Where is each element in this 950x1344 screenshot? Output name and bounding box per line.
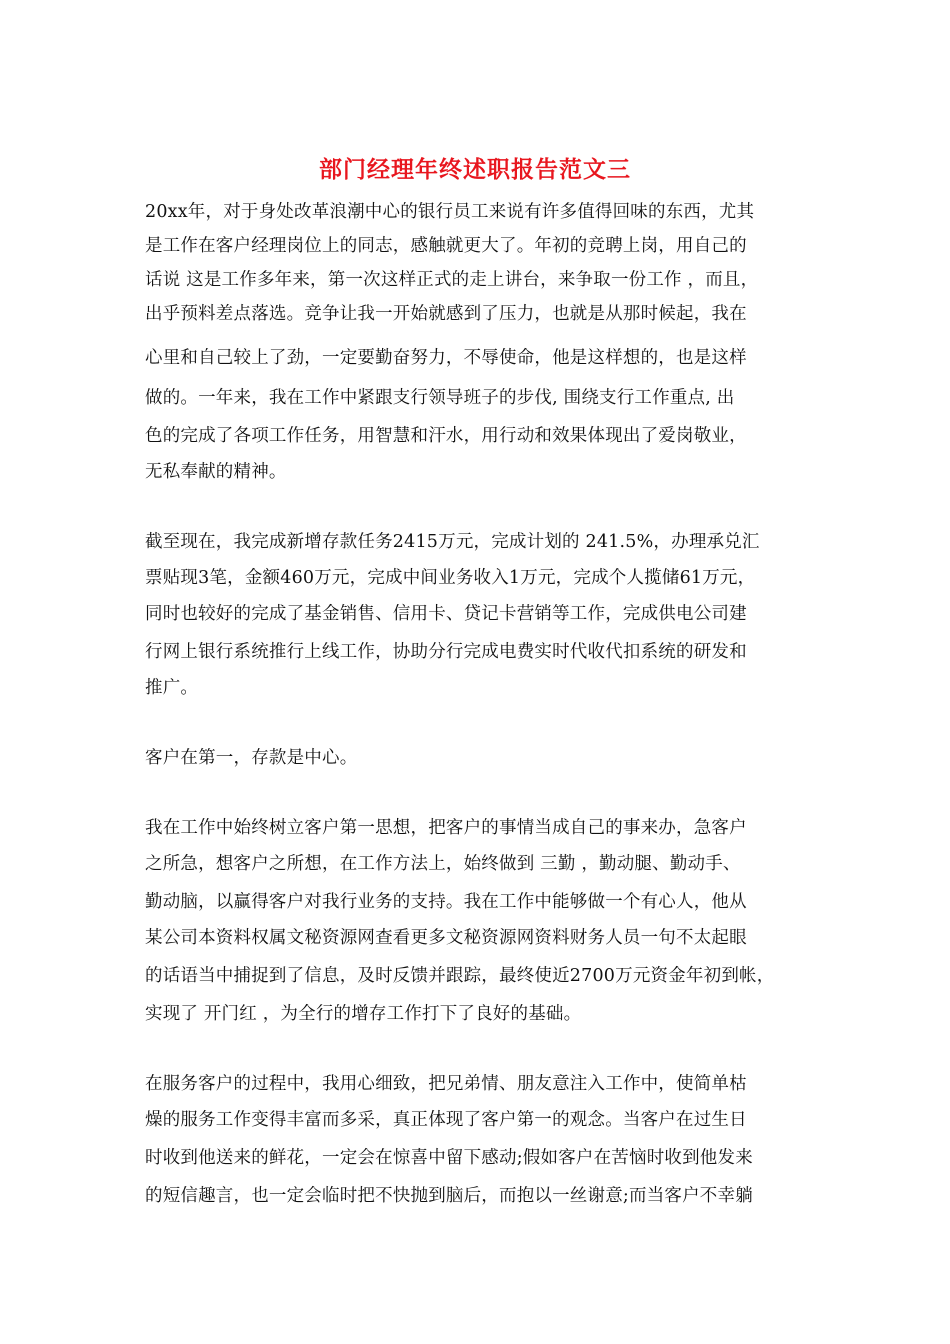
paragraph-1-line-6: 做的。一年来，我在工作中紧跟支行领导班子的步伐, 围绕支行工作重点, 出 (145, 388, 735, 408)
paragraph-5-line-1: 在服务客户的过程中，我用心细致，把兄弟情、朋友意注入工作中，使简单枯 (145, 1074, 747, 1094)
paragraph-5-line-3: 时收到他送来的鲜花，一定会在惊喜中留下感动;假如客户在苦恼时收到他发来 (145, 1148, 753, 1168)
paragraph-4-line-4: 某公司本资料权属文秘资源网查看更多文秘资源网资料财务人员一句不太起眼 (145, 928, 747, 948)
paragraph-1-line-1: 20xx年，对于身处改革浪潮中心的银行员工来说有许多值得回味的东西，尤其 (145, 202, 755, 222)
paragraph-5-line-4: 的短信趣言，也一定会临时把不快抛到脑后，而抱以一丝谢意;而当客户不幸躺 (145, 1186, 753, 1206)
paragraph-1-line-2: 是工作在客户经理岗位上的同志，感触就更大了。年初的竞聘上岗，用自己的 (145, 236, 747, 256)
paragraph-1-line-3: 话说 这是工作多年来，第一次这样正式的走上讲台，来争取一份工作 ，而且， (145, 270, 759, 290)
paragraph-4-line-6: 实现了 开门红 ，为全行的增存工作打下了良好的基础。 (145, 1004, 582, 1024)
paragraph-4-line-2: 之所急，想客户之所想，在工作方法上，始终做到 三勤 ，勤动腿、勤动手、 (145, 854, 741, 874)
paragraph-2-line-3: 同时也较好的完成了基金销售、信用卡、贷记卡营销等工作，完成供电公司建 (145, 604, 747, 624)
paragraph-3-line-1: 客户在第一，存款是中心。 (145, 748, 358, 768)
paragraph-1-line-4: 出乎预料差点落选。竞争让我一开始就感到了压力，也就是从那时候起，我在 (145, 304, 747, 324)
paragraph-2-line-4: 行网上银行系统推行上线工作，协助分行完成电费实时代收代扣系统的研发和 (145, 642, 747, 662)
document-title: 部门经理年终述职报告范文三 (319, 156, 631, 183)
paragraph-1-line-5: 心里和自己较上了劲，一定要勤奋努力，不辱使命，他是这样想的，也是这样 (145, 348, 747, 368)
paragraph-1-line-8: 无私奉献的精神。 (145, 462, 287, 482)
paragraph-4-line-1: 我在工作中始终树立客户第一思想，把客户的事情当成自己的事来办，急客户 (145, 818, 747, 838)
paragraph-2-line-1: 截至现在，我完成新增存款任务2415万元，完成计划的 241.5%，办理承兑汇 (145, 532, 760, 552)
paragraph-4-line-3: 勤动脑，以赢得客户对我行业务的支持。我在工作中能够做一个有心人，他从 (145, 892, 747, 912)
paragraph-4-line-5: 的话语当中捕捉到了信息，及时反馈并跟踪，最终使近2700万元资金年初到帐， (145, 966, 775, 986)
paragraph-2-line-2: 票贴现3笔，金额460万元，完成中间业务收入1万元，完成个人揽储61万元， (145, 568, 756, 588)
paragraph-5-line-2: 燥的服务工作变得丰富而多采，真正体现了客户第一的观念。当客户在过生日 (145, 1110, 747, 1130)
paragraph-1-line-7: 色的完成了各项工作任务，用智慧和汗水，用行动和效果体现出了爱岗敬业， (145, 426, 747, 446)
paragraph-2-line-5: 推广。 (145, 678, 199, 698)
